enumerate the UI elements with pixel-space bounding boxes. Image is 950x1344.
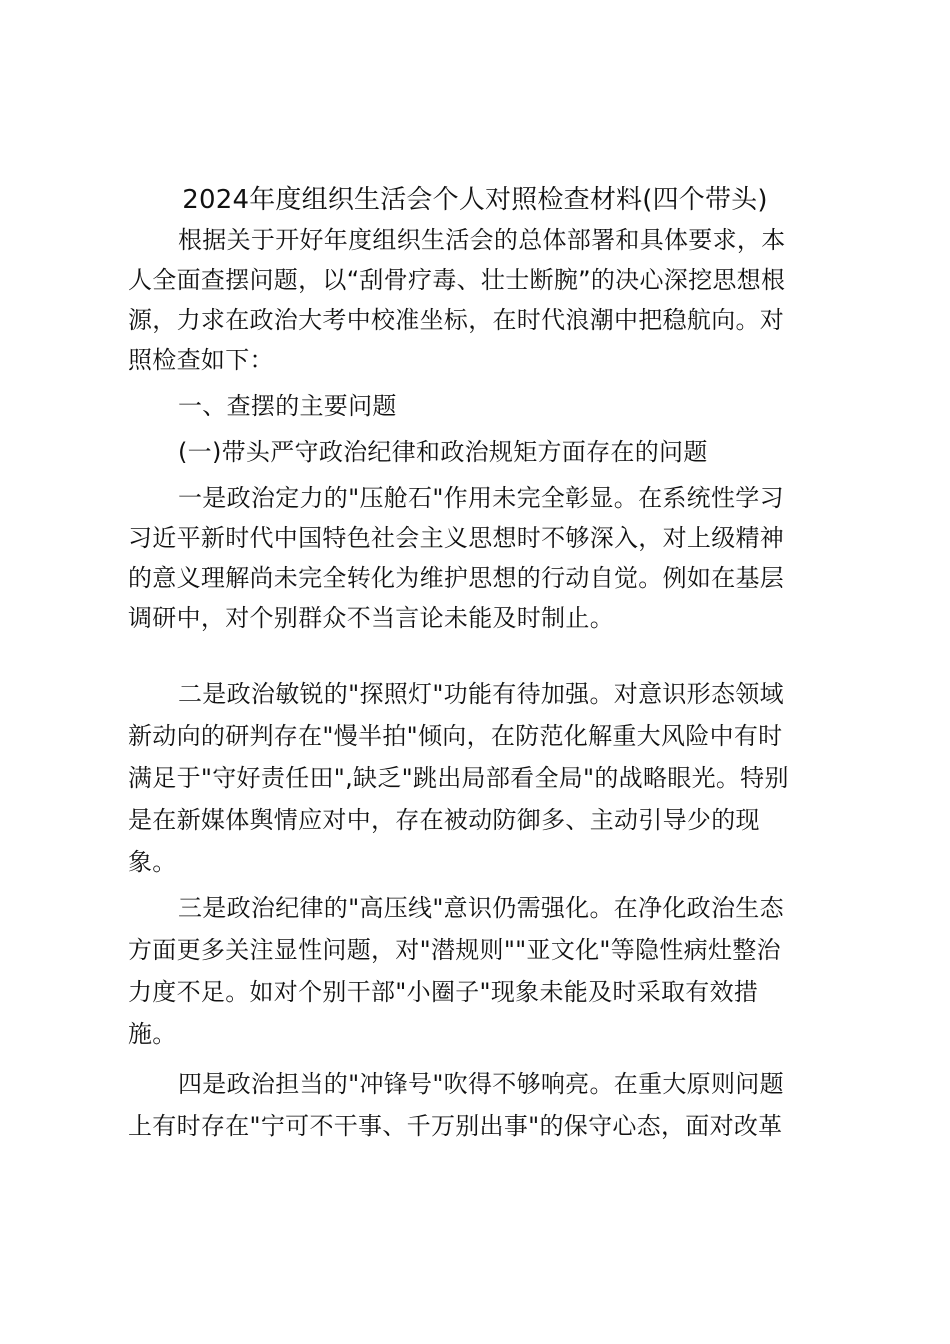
paragraph-line: 照检查如下： [128,346,274,374]
paragraph-line: 调研中，对个别群众不当言论未能及时制止。 [128,604,614,632]
section-heading: 一、查摆的主要问题 [178,392,397,420]
paragraph-line: 根据关于开好年度组织生活会的总体部署和具体要求，本 [178,226,786,254]
document-title: 2024年度组织生活会个人对照检查材料(四个带头) [182,185,768,215]
paragraph-line: 方面更多关注显性问题，对"潜规则""亚文化"等隐性病灶整治 [128,936,781,964]
paragraph-line: 人全面查摆问题，以“刮骨疗毒、壮士断腕”的决心深挖思想根 [128,266,786,294]
paragraph-line: 新动向的研判存在"慢半拍"倾向，在防范化解重大风险中有时 [128,722,783,750]
paragraph-line: 四是政治担当的"冲锋号"吹得不够响亮。在重大原则问题 [178,1070,784,1098]
paragraph-line: 三是政治纪律的"高压线"意识仍需强化。在净化政治生态 [178,894,784,922]
paragraph-line: 习近平新时代中国特色社会主义思想时不够深入，对上级精神 [128,524,785,552]
paragraph-line: 源，力求在政治大考中校准坐标，在时代浪潮中把稳航向。对 [128,306,785,334]
paragraph-line: 象。 [128,848,177,876]
paragraph-line: 力度不足。如对个别干部"小圈子"现象未能及时采取有效措 [128,978,759,1006]
paragraph-line: 二是政治敏锐的"探照灯"功能有待加强。对意识形态领域 [178,680,784,708]
paragraph-line: 一是政治定力的"压舱石"作用未完全彰显。在系统性学习 [178,484,784,512]
paragraph-line: 是在新媒体舆情应对中，存在被动防御多、主动引导少的现 [128,806,760,834]
subsection-heading: (一)带头严守政治纪律和政治规矩方面存在的问题 [178,438,708,466]
paragraph-line: 上有时存在"宁可不干事、千万别出事"的保守心态，面对改革 [128,1112,783,1140]
paragraph-line: 的意义理解尚未完全转化为维护思想的行动自觉。例如在基层 [128,564,785,592]
paragraph-line: 施。 [128,1020,177,1048]
paragraph-line: 满足于"守好责任田",缺乏"跳出局部看全局"的战略眼光。特别 [128,764,789,792]
